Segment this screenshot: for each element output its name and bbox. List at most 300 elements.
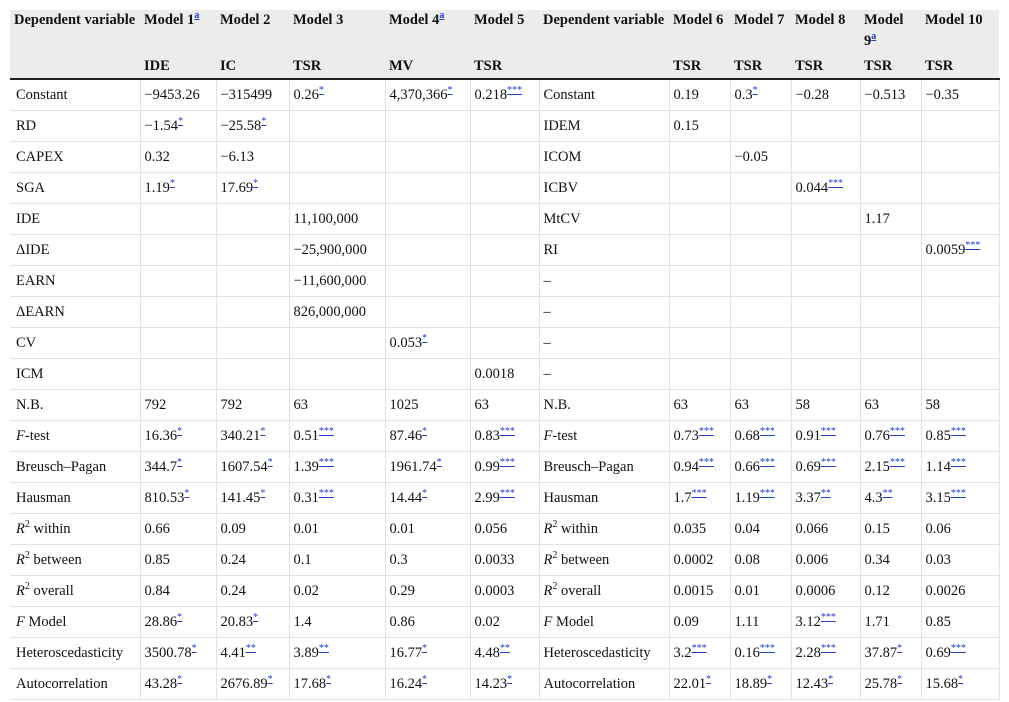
header-label: Model 10 <box>925 12 983 28</box>
value-cell <box>669 111 730 142</box>
header-dependent-1: IDE <box>140 56 216 79</box>
header-dependent-4: MV <box>385 56 470 79</box>
value-cell <box>791 452 860 483</box>
significance-link[interactable]: *** <box>950 456 966 468</box>
cell-value: 2676.89 <box>220 675 268 692</box>
significance-link[interactable]: *** <box>507 84 523 96</box>
cell-value: 63 <box>864 396 879 413</box>
value-cell <box>921 607 999 638</box>
significance-link[interactable]: * <box>752 84 758 96</box>
variable-name-cell <box>10 545 140 576</box>
header-model-model-8 <box>791 10 860 56</box>
cell-value: 22.01 <box>673 675 707 692</box>
value-cell <box>385 483 470 514</box>
cell-value: 0.0059 <box>925 241 966 258</box>
significance-link[interactable]: *** <box>499 487 515 499</box>
significance-link[interactable]: *** <box>950 425 966 437</box>
significance-link[interactable]: * <box>169 177 175 189</box>
cell-value: 1.17 <box>864 210 890 227</box>
header-dependent-6 <box>539 56 669 79</box>
significance-link[interactable]: * <box>447 84 453 96</box>
value-cell <box>791 359 860 390</box>
value-cell <box>669 359 730 390</box>
header-dependent-variable <box>10 10 140 56</box>
value-cell <box>140 328 216 359</box>
label-rest: overall <box>557 582 602 599</box>
header-model-model-7 <box>730 10 791 56</box>
header-dependent-7: TSR <box>669 56 730 79</box>
cell-value: 63 <box>293 396 308 413</box>
significance-link[interactable]: * <box>267 456 273 468</box>
r-symbol: R <box>543 551 553 568</box>
significance-link[interactable]: * <box>326 673 332 685</box>
value-cell <box>385 142 470 173</box>
label-rest: -test <box>552 427 578 444</box>
table-row <box>10 142 999 173</box>
cell-value: 3.12 <box>795 613 821 630</box>
cell-value: 4,370,366 <box>389 86 448 103</box>
header-dependent-11: TSR <box>921 56 999 79</box>
footnote-link[interactable]: a <box>439 10 445 22</box>
value-cell <box>470 576 539 607</box>
significance-link[interactable]: * <box>422 425 428 437</box>
value-cell <box>791 173 860 204</box>
value-cell <box>140 111 216 142</box>
significance-link[interactable]: *** <box>318 425 334 437</box>
table-row <box>10 390 999 421</box>
footnote-link[interactable]: a <box>194 10 200 22</box>
significance-link[interactable]: * <box>436 456 442 468</box>
significance-link[interactable]: * <box>261 115 267 127</box>
value-cell <box>385 514 470 545</box>
cell-value: 344.7 <box>144 458 178 475</box>
cell-value: 3.89 <box>293 644 319 661</box>
value-cell <box>860 266 921 297</box>
variable-name-cell <box>10 514 140 545</box>
significance-link[interactable]: * <box>897 642 903 654</box>
value-cell <box>216 514 289 545</box>
f-symbol: F <box>16 427 25 444</box>
significance-link[interactable]: * <box>177 456 183 468</box>
value-cell <box>470 483 539 514</box>
significance-link[interactable]: * <box>422 487 428 499</box>
significance-link[interactable]: * <box>958 673 964 685</box>
cell-text: Breusch–Pagan <box>16 458 107 475</box>
cell-value: −25,900,000 <box>293 241 367 258</box>
cell-text: RD <box>16 117 37 134</box>
table-row <box>10 359 999 390</box>
value-cell <box>140 297 216 328</box>
variable-name-cell <box>10 111 140 142</box>
cell-value: 792 <box>220 396 243 413</box>
table-header <box>10 10 999 79</box>
value-cell <box>730 328 791 359</box>
cell-value: 1.14 <box>925 458 951 475</box>
table-row <box>10 545 999 576</box>
value-cell <box>289 452 385 483</box>
cell-value: 0.1 <box>293 551 312 568</box>
significance-link[interactable]: *** <box>499 425 515 437</box>
table-row <box>10 297 999 328</box>
cell-value: 0.68 <box>734 427 760 444</box>
significance-link[interactable]: *** <box>889 425 905 437</box>
value-cell <box>860 328 921 359</box>
value-cell <box>791 421 860 452</box>
significance-link[interactable]: *** <box>759 487 775 499</box>
significance-link[interactable]: * <box>422 642 428 654</box>
header-model-model-2 <box>216 10 289 56</box>
significance-link[interactable]: *** <box>828 177 844 189</box>
significance-link[interactable]: *** <box>820 425 836 437</box>
label-rest: -test <box>24 427 50 444</box>
significance-link[interactable]: * <box>422 673 428 685</box>
cell-value: −0.05 <box>734 148 769 165</box>
cell-value: 63 <box>734 396 749 413</box>
value-cell <box>216 328 289 359</box>
cell-value: −0.513 <box>864 86 906 103</box>
cell-value: 0.066 <box>795 520 829 537</box>
r-squared-exponent: 2 <box>552 518 558 530</box>
cell-text: – <box>543 272 551 289</box>
variable-name-cell <box>10 266 140 297</box>
significance-link[interactable]: ** <box>245 642 256 654</box>
value-cell <box>289 111 385 142</box>
significance-link[interactable]: *** <box>950 642 966 654</box>
value-cell <box>921 79 999 111</box>
value-cell <box>669 142 730 173</box>
value-cell <box>385 173 470 204</box>
significance-link[interactable]: ** <box>318 642 329 654</box>
cell-value: 0.31 <box>293 489 319 506</box>
variable-name-cell <box>539 390 669 421</box>
significance-link[interactable]: * <box>177 611 183 623</box>
value-cell <box>216 235 289 266</box>
significance-link[interactable]: * <box>422 332 428 344</box>
cell-value: −9453.26 <box>144 86 200 103</box>
value-cell <box>289 669 385 700</box>
significance-link[interactable]: *** <box>318 487 334 499</box>
r-symbol: R <box>543 520 553 537</box>
cell-value: 0.15 <box>673 117 699 134</box>
header-model-model-10 <box>921 10 999 56</box>
value-cell <box>140 359 216 390</box>
value-cell <box>470 514 539 545</box>
value-cell <box>921 576 999 607</box>
value-cell <box>140 204 216 235</box>
cell-value: 0.69 <box>925 644 951 661</box>
value-cell <box>216 638 289 669</box>
value-cell <box>470 328 539 359</box>
cell-value: 0.73 <box>673 427 699 444</box>
cell-value: 1.11 <box>734 613 760 630</box>
value-cell <box>730 669 791 700</box>
header-model-model-6 <box>669 10 730 56</box>
variable-name-cell <box>539 173 669 204</box>
value-cell <box>791 328 860 359</box>
value-cell <box>216 142 289 173</box>
value-cell <box>860 545 921 576</box>
value-cell <box>730 576 791 607</box>
variable-name-cell <box>539 111 669 142</box>
cell-value: 0.24 <box>220 551 246 568</box>
cell-value: 0.056 <box>474 520 508 537</box>
value-cell <box>669 390 730 421</box>
significance-link[interactable]: ** <box>499 642 510 654</box>
cell-value: 2.15 <box>864 458 890 475</box>
significance-link[interactable]: ** <box>820 487 831 499</box>
significance-link[interactable]: * <box>178 115 184 127</box>
value-cell <box>385 607 470 638</box>
cell-value: 0.85 <box>925 427 951 444</box>
value-cell <box>385 328 470 359</box>
value-cell <box>669 483 730 514</box>
value-cell <box>669 79 730 111</box>
significance-link[interactable]: *** <box>499 456 515 468</box>
cell-value: 0.19 <box>673 86 699 103</box>
variable-name-cell <box>10 638 140 669</box>
value-cell <box>140 142 216 173</box>
value-cell <box>385 452 470 483</box>
value-cell <box>860 173 921 204</box>
significance-link[interactable]: * <box>253 611 259 623</box>
header-dependent-2: IC <box>216 56 289 79</box>
cell-value: 0.34 <box>864 551 890 568</box>
table-row <box>10 514 999 545</box>
value-cell <box>921 421 999 452</box>
significance-link[interactable]: * <box>191 642 197 654</box>
cell-text: Autocorrelation <box>543 675 636 692</box>
variable-name-cell <box>539 607 669 638</box>
value-cell <box>470 79 539 111</box>
value-cell <box>730 421 791 452</box>
cell-value: 0.51 <box>293 427 319 444</box>
table-row <box>10 328 999 359</box>
value-cell <box>669 173 730 204</box>
value-cell <box>669 669 730 700</box>
significance-link[interactable]: * <box>260 487 266 499</box>
variable-name-cell <box>10 235 140 266</box>
table-row <box>10 483 999 514</box>
value-cell <box>289 297 385 328</box>
value-cell <box>791 390 860 421</box>
cell-text: N.B. <box>543 396 571 413</box>
significance-link[interactable]: *** <box>691 487 707 499</box>
cell-text: MtCV <box>543 210 581 227</box>
value-cell <box>921 638 999 669</box>
r-squared-exponent: 2 <box>24 549 30 561</box>
cell-value: 0.66 <box>734 458 760 475</box>
cell-text: IDEM <box>543 117 581 134</box>
cell-value: 1.19 <box>144 179 170 196</box>
value-cell <box>791 607 860 638</box>
value-cell <box>921 173 999 204</box>
significance-link[interactable]: * <box>267 673 273 685</box>
variable-name-cell <box>539 297 669 328</box>
header-label: Model 8 <box>795 12 846 28</box>
significance-link[interactable]: *** <box>950 487 966 499</box>
cell-value: 0.08 <box>734 551 760 568</box>
significance-link[interactable]: *** <box>889 456 905 468</box>
significance-link[interactable]: *** <box>759 456 775 468</box>
value-cell <box>216 483 289 514</box>
cell-value: 12.43 <box>795 675 829 692</box>
cell-value: 1961.74 <box>389 458 437 475</box>
cell-text: N.B. <box>16 396 44 413</box>
cell-value: 0.99 <box>474 458 500 475</box>
cell-text: Autocorrelation <box>16 675 108 692</box>
cell-value: 0.09 <box>673 613 699 630</box>
header-dependent-3: TSR <box>289 56 385 79</box>
significance-link[interactable]: *** <box>318 456 334 468</box>
value-cell <box>791 483 860 514</box>
cell-value: 0.01 <box>293 520 319 537</box>
significance-link[interactable]: ** <box>882 487 893 499</box>
label-rest: Model <box>552 613 594 630</box>
value-cell <box>385 266 470 297</box>
significance-link[interactable]: *** <box>759 642 775 654</box>
value-cell <box>860 79 921 111</box>
variable-name-cell <box>10 297 140 328</box>
significance-link[interactable]: *** <box>820 611 836 623</box>
significance-link[interactable]: *** <box>759 425 775 437</box>
value-cell <box>730 359 791 390</box>
significance-link[interactable]: * <box>177 673 183 685</box>
significance-link[interactable]: * <box>828 673 834 685</box>
header-label: Model 5 <box>474 12 525 28</box>
value-cell <box>669 638 730 669</box>
variable-name-cell <box>539 545 669 576</box>
cell-value: 16.77 <box>389 644 423 661</box>
value-cell <box>470 111 539 142</box>
label-rest: overall <box>29 582 74 599</box>
variable-name-cell <box>539 235 669 266</box>
value-cell <box>289 576 385 607</box>
value-cell <box>860 638 921 669</box>
value-cell <box>470 390 539 421</box>
value-cell <box>791 514 860 545</box>
cell-text: CV <box>16 334 37 351</box>
significance-link[interactable]: *** <box>691 642 707 654</box>
table-row <box>10 421 999 452</box>
cell-value: 4.3 <box>864 489 883 506</box>
cell-value: 25.78 <box>864 675 898 692</box>
significance-link[interactable]: * <box>177 425 183 437</box>
variable-name-cell <box>10 669 140 700</box>
cell-value: −11,600,000 <box>293 272 367 289</box>
variable-name-cell <box>10 390 140 421</box>
value-cell <box>730 204 791 235</box>
variable-name-cell <box>539 142 669 173</box>
variable-name-cell <box>539 483 669 514</box>
value-cell <box>921 328 999 359</box>
value-cell <box>289 483 385 514</box>
r-symbol: R <box>16 582 25 599</box>
value-cell <box>289 359 385 390</box>
value-cell <box>216 669 289 700</box>
significance-link[interactable]: *** <box>820 642 836 654</box>
significance-link[interactable]: * <box>184 487 190 499</box>
cell-value: 0.03 <box>925 551 951 568</box>
cell-value: 0.01 <box>389 520 415 537</box>
value-cell <box>730 111 791 142</box>
cell-text: – <box>543 365 551 382</box>
value-cell <box>730 514 791 545</box>
significance-link[interactable]: * <box>507 673 513 685</box>
cell-text: – <box>543 334 551 351</box>
significance-link[interactable]: * <box>318 84 324 96</box>
significance-link[interactable]: * <box>897 673 903 685</box>
value-cell <box>730 173 791 204</box>
value-cell <box>140 173 216 204</box>
cell-text: Breusch–Pagan <box>543 458 634 475</box>
value-cell <box>385 297 470 328</box>
cell-value: 0.04 <box>734 520 760 537</box>
table-row <box>10 638 999 669</box>
significance-link[interactable]: * <box>706 673 712 685</box>
header-label: Dependent variable <box>543 12 665 28</box>
variable-name-cell <box>10 173 140 204</box>
variable-name-cell <box>10 452 140 483</box>
value-cell <box>860 514 921 545</box>
header-dependent-variable <box>539 10 669 56</box>
cell-value: 0.66 <box>144 520 170 537</box>
cell-value: 810.53 <box>144 489 185 506</box>
significance-link[interactable]: * <box>253 177 259 189</box>
value-cell <box>140 576 216 607</box>
value-cell <box>289 607 385 638</box>
cell-value: 0.76 <box>864 427 890 444</box>
cell-value: 0.02 <box>293 582 319 599</box>
value-cell <box>730 638 791 669</box>
header-label: Model 3 <box>293 12 344 28</box>
value-cell <box>289 173 385 204</box>
value-cell <box>791 111 860 142</box>
cell-value: −1.54 <box>144 117 179 134</box>
header-label: Model 6 <box>673 12 724 28</box>
significance-link[interactable]: *** <box>698 425 714 437</box>
cell-value: 0.044 <box>795 179 829 196</box>
footnote-link[interactable]: a <box>871 31 877 43</box>
value-cell <box>860 421 921 452</box>
value-cell <box>385 545 470 576</box>
value-cell <box>921 390 999 421</box>
value-cell <box>140 638 216 669</box>
value-cell <box>470 297 539 328</box>
value-cell <box>730 483 791 514</box>
cell-value: 141.45 <box>220 489 261 506</box>
value-cell <box>289 545 385 576</box>
cell-value: 792 <box>144 396 167 413</box>
cell-value: 0.29 <box>389 582 415 599</box>
value-cell <box>791 266 860 297</box>
variable-name-cell <box>10 576 140 607</box>
significance-link[interactable]: * <box>260 425 266 437</box>
significance-link[interactable]: *** <box>820 456 836 468</box>
value-cell <box>289 142 385 173</box>
significance-link[interactable]: *** <box>965 239 981 251</box>
value-cell <box>860 483 921 514</box>
value-cell <box>921 235 999 266</box>
significance-link[interactable]: * <box>767 673 773 685</box>
value-cell <box>140 545 216 576</box>
cell-value: 28.86 <box>144 613 178 630</box>
header-label: Dependent variable <box>14 12 136 28</box>
cell-value: 14.44 <box>389 489 423 506</box>
cell-text: IDE <box>16 210 41 227</box>
significance-link[interactable]: *** <box>698 456 714 468</box>
value-cell <box>921 297 999 328</box>
cell-value: 3.15 <box>925 489 951 506</box>
